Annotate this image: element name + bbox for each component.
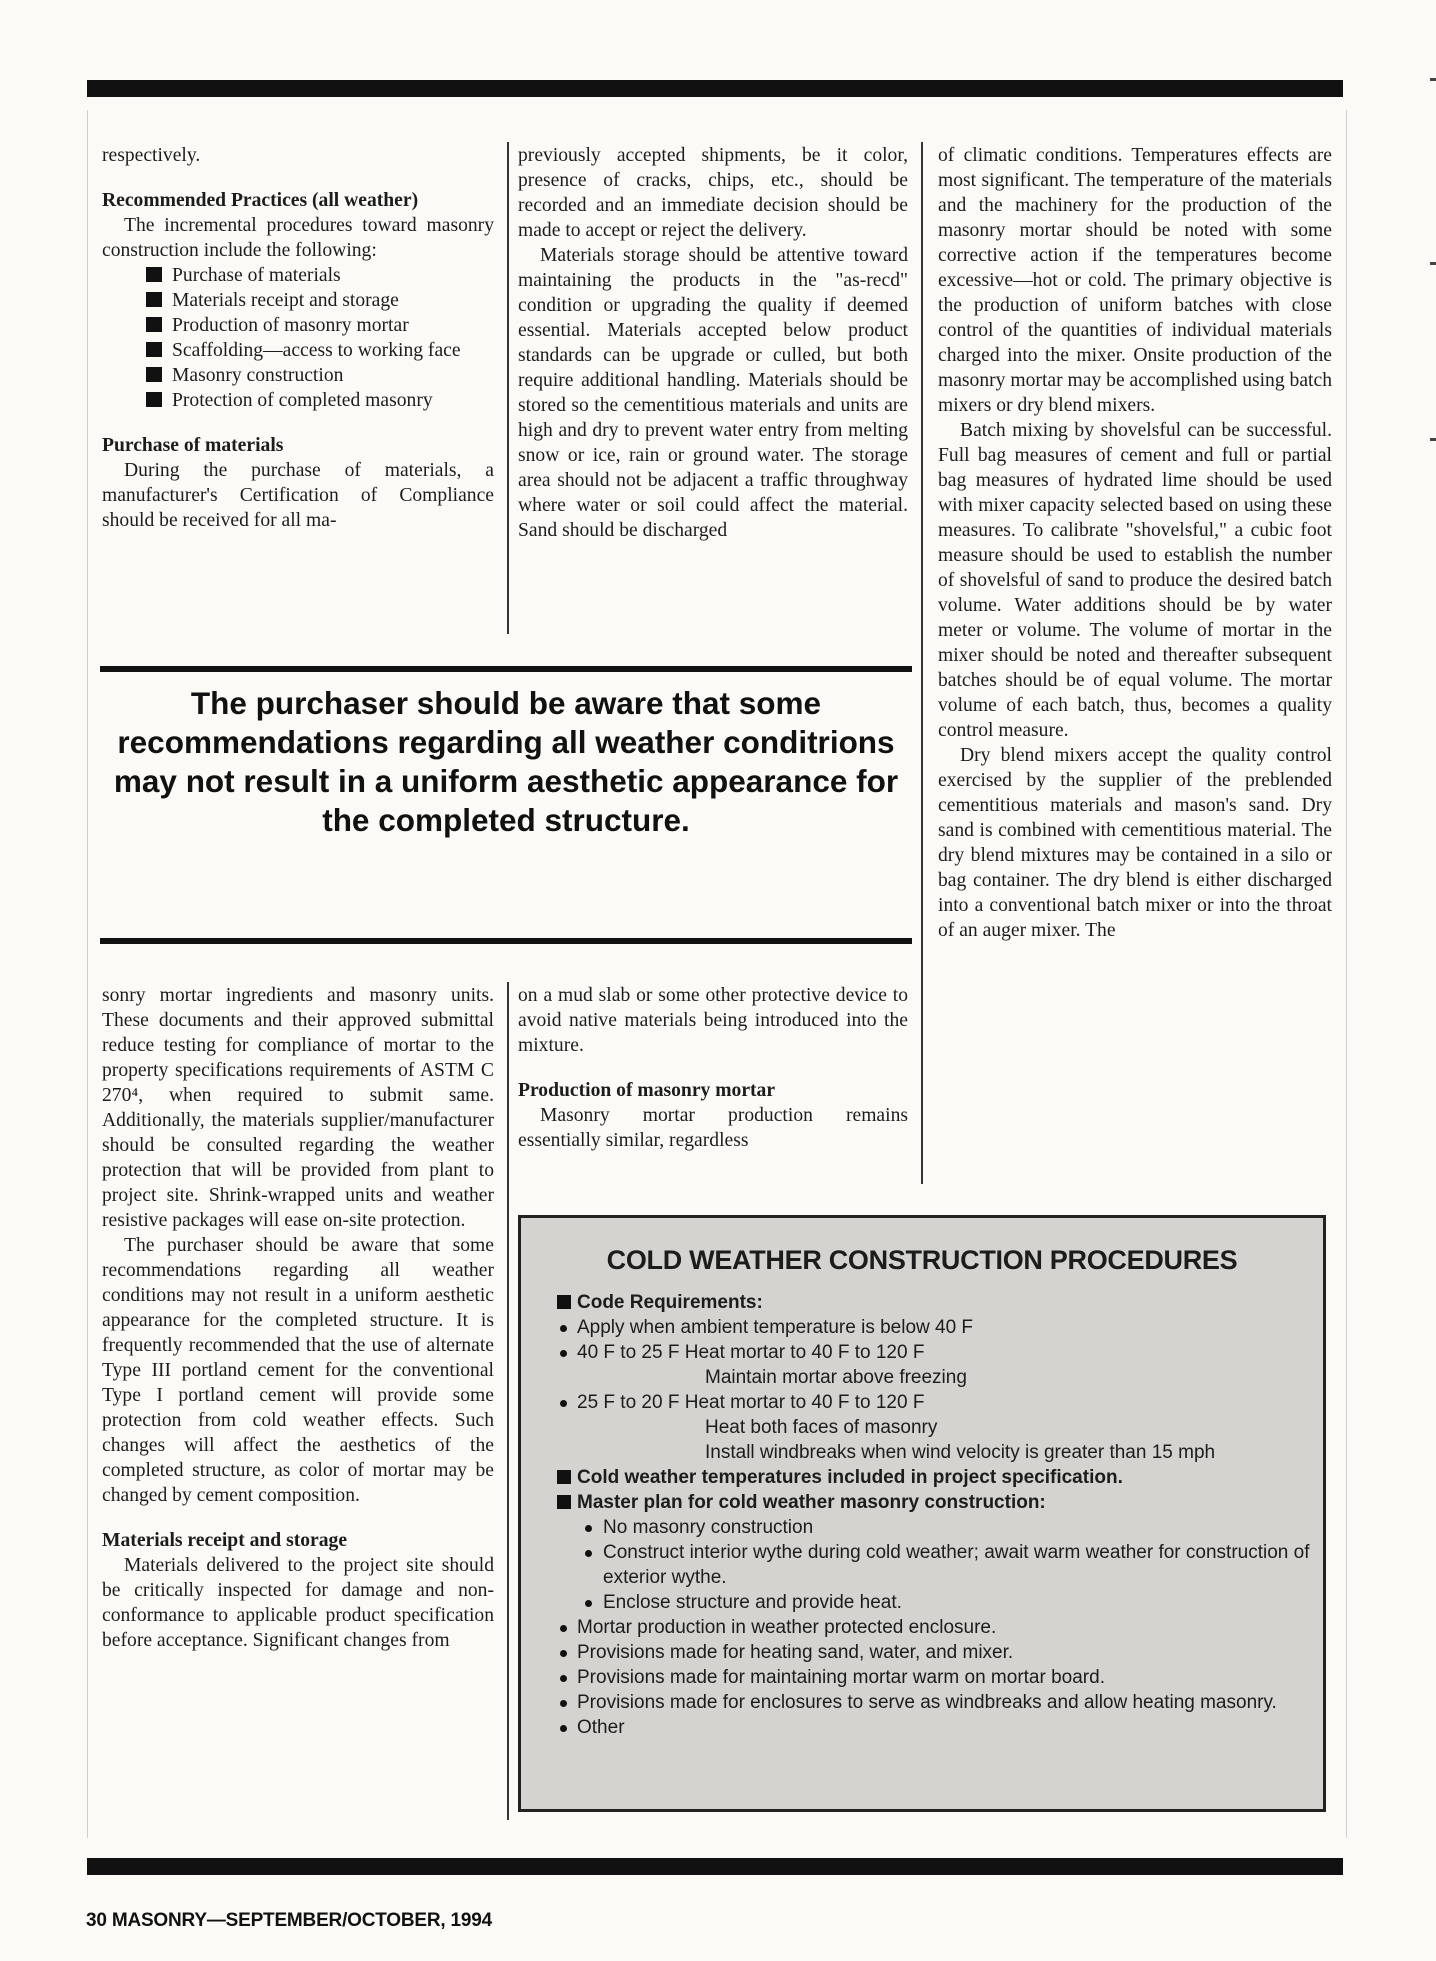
square-bullet-icon bbox=[146, 267, 162, 282]
paragraph: The purchaser should be aware that some recommendations regarding all weather conditions may not result in a uniform aesthetic appearance for the completed structure. It is frequently recommended that the use of alternate Type III portland cement for the conventional Type I portland cement will provide some protection from cold weather effects. Such changes will affect the aesthetics of the completed structure, as color of mortar may be changed by cement composition. bbox=[102, 1235, 494, 1506]
pull-quote bbox=[100, 666, 912, 941]
paragraph: Dry blend mixers accept the quality control exercised by the supplier of the preblended cementitious materials and mason's sand. Dry sand is combined with cementitious material. The dry blend mixtures may be contained in a silo or bag container. The dry blend is either discharged into a conventional batch mixer or into the throat of an auger mixer. The bbox=[938, 745, 1332, 941]
page-footer: 30 MASONRY—SEPTEMBER/OCTOBER, 1994 bbox=[86, 1910, 493, 1931]
bullet-dot-icon bbox=[585, 1525, 592, 1532]
list-item: Construct interior wythe during cold weather; await warm weather for construction of exterior wythe. bbox=[521, 1540, 1323, 1590]
column-2-bottom bbox=[518, 983, 908, 1153]
list-item: Provisions made for enclosures to serve as windbreaks and allow heating masonry. bbox=[521, 1690, 1323, 1715]
list-item: Production of masonry mortar bbox=[102, 313, 494, 338]
column-separator bbox=[921, 142, 923, 1184]
list-item: Other bbox=[521, 1715, 1323, 1740]
square-bullet-icon bbox=[146, 292, 162, 307]
list-item: Masonry construction bbox=[102, 363, 494, 388]
list-item: Provisions made for maintaining mortar warm on mortar board. bbox=[521, 1665, 1323, 1690]
square-bullet-icon bbox=[557, 1470, 571, 1484]
list-item: Cold weather temperatures included in project specification. bbox=[521, 1465, 1323, 1490]
column-1-top bbox=[102, 143, 494, 533]
column-3 bbox=[938, 143, 1332, 943]
paragraph: previously accepted shipments, be it color, presence of cracks, chips, etc., should be recorded and an immediate decision should be made to accept or reject the delivery. bbox=[518, 145, 908, 241]
pull-quote-text: The purchaser should be aware that some recommendations regarding all weather conditrions may not result in a uniform aesthetic appearance for the completed structure. bbox=[113, 685, 899, 838]
list-item: Protection of completed masonry bbox=[102, 388, 494, 413]
frame-line-right bbox=[1346, 110, 1347, 1838]
bullet-dot-icon bbox=[585, 1600, 592, 1607]
bullet-dot-icon bbox=[560, 1400, 567, 1407]
square-bullet-icon bbox=[557, 1495, 571, 1509]
top-rule bbox=[87, 80, 1343, 97]
frame-line-left bbox=[87, 110, 88, 1838]
paragraph: Materials delivered to the project site should be critically inspected for damage and non-conformance to applicable product specification before acceptance. Significant changes from bbox=[102, 1555, 494, 1651]
paragraph: During the purchase of materials, a manufacturer's Certification of Compliance should be received for all ma- bbox=[102, 460, 494, 531]
bullet-dot-icon bbox=[560, 1350, 567, 1357]
square-bullet-icon bbox=[146, 367, 162, 382]
bullet-dot-icon bbox=[560, 1625, 567, 1632]
list-item: Scaffolding—access to working face bbox=[102, 338, 494, 363]
list-item: No masonry construction bbox=[521, 1515, 1323, 1540]
cold-weather-sidebar bbox=[518, 1215, 1326, 1812]
paragraph: Masonry mortar production remains essentially similar, regardless bbox=[518, 1105, 908, 1151]
column-separator bbox=[507, 982, 509, 1820]
pull-quote-rule bbox=[100, 938, 912, 944]
edge-mark bbox=[1430, 78, 1436, 81]
bullet-dot-icon bbox=[560, 1650, 567, 1657]
square-bullet-icon bbox=[146, 392, 162, 407]
paragraph: sonry mortar ingredients and masonry units. These documents and their approved submittal reduce testing for compliance of mortar to the property specifications requirements of ASTM C 270⁴, when required to submit same. Additionally, the materials supplier/manufacturer should be consulted regarding the weather protection that will be provided from plant to project site. Shrink-wrapped units and weather resistive packages will ease on-site protection. bbox=[102, 985, 494, 1231]
edge-mark bbox=[1430, 262, 1436, 265]
section-heading: Purchase of materials bbox=[102, 435, 284, 456]
square-bullet-icon bbox=[146, 317, 162, 332]
pull-quote-rule bbox=[100, 666, 912, 672]
bullet-dot-icon bbox=[560, 1725, 567, 1732]
list-item: Provisions made for heating sand, water, and mixer. bbox=[521, 1640, 1323, 1665]
list-item: 25 F to 20 F Heat mortar to 40 F to 120 F Heat both faces of masonry Install windbreaks when wind velocity is greater than 15 mph bbox=[521, 1390, 1323, 1465]
square-bullet-icon bbox=[146, 342, 162, 357]
list-item: 40 F to 25 F Heat mortar to 40 F to 120 F Maintain mortar above freezing bbox=[521, 1340, 1323, 1390]
bullet-dot-icon bbox=[560, 1325, 567, 1332]
edge-mark bbox=[1430, 438, 1436, 441]
column-2-top bbox=[518, 143, 908, 543]
column-separator bbox=[507, 142, 509, 634]
paragraph: Batch mixing by shovelsful can be successful. Full bag measures of cement and full or partial bag measures of hydrated lime should be used with mixer capacity selected based on using these measures. To calibrate "shovelsful," a cubic foot measure should be used to establish the number of shovelsful of sand to produce the desired batch volume. Water additions should be by water meter or volume. The volume of mortar in the mixer should be noted and thereafter subsequent batches should be of equal volume. The mortar volume of each batch, thus, becomes a quality control measure. bbox=[938, 420, 1332, 741]
paragraph: respectively. bbox=[102, 145, 201, 166]
bullet-dot-icon bbox=[560, 1700, 567, 1707]
list-item: Mortar production in weather protected enclosure. bbox=[521, 1615, 1323, 1640]
list-item: Purchase of materials bbox=[102, 263, 494, 288]
bullet-dot-icon bbox=[585, 1550, 592, 1557]
bottom-rule bbox=[87, 1858, 1343, 1875]
list-item: Enclose structure and provide heat. bbox=[521, 1590, 1323, 1615]
paragraph: on a mud slab or some other protective device to avoid native materials being introduced into the mixture. bbox=[518, 985, 908, 1056]
section-heading: Recommended Practices (all weather) bbox=[102, 190, 419, 211]
paragraph: of climatic conditions. Temperatures effects are most significant. The temperature of the materials and the machinery for the production of the masonry mortar should be noted with some corrective action if the temperatures become excessive—hot or cold. The primary objective is the production of uniform batches with close control of the quantities of individual materials charged into the mixer. Onsite production of the masonry mortar may be accomplished using batch mixers or dry blend mixers. bbox=[938, 145, 1332, 416]
list-item: Code Requirements: bbox=[521, 1290, 1323, 1315]
bullet-dot-icon bbox=[560, 1675, 567, 1682]
list-item: Materials receipt and storage bbox=[102, 288, 494, 313]
list-item: Master plan for cold weather masonry construction: bbox=[521, 1490, 1323, 1515]
section-heading: Production of masonry mortar bbox=[518, 1080, 776, 1101]
square-bullet-icon bbox=[557, 1295, 571, 1309]
paragraph: The incremental procedures toward masonry construction include the following: bbox=[102, 215, 494, 261]
section-heading: Materials receipt and storage bbox=[102, 1530, 348, 1551]
paragraph: Materials storage should be attentive toward maintaining the products in the "as-recd" condition or upgrading the quality if deemed essential. Materials accepted below product standards can be upgrade or culled, but both require additional handling. Materials should be stored so the cementitious materials and units are high and dry to prevent water entry from melting snow or ice, rain or ground water. The storage area should not be adjacent a traffic throughway where water or soil could affect the material. Sand should be discharged bbox=[518, 245, 908, 541]
column-1-bottom bbox=[102, 983, 494, 1653]
list-item: Apply when ambient temperature is below 40 F bbox=[521, 1315, 1323, 1340]
sidebar-title: COLD WEATHER CONSTRUCTION PROCEDURES bbox=[606, 1245, 1238, 1275]
